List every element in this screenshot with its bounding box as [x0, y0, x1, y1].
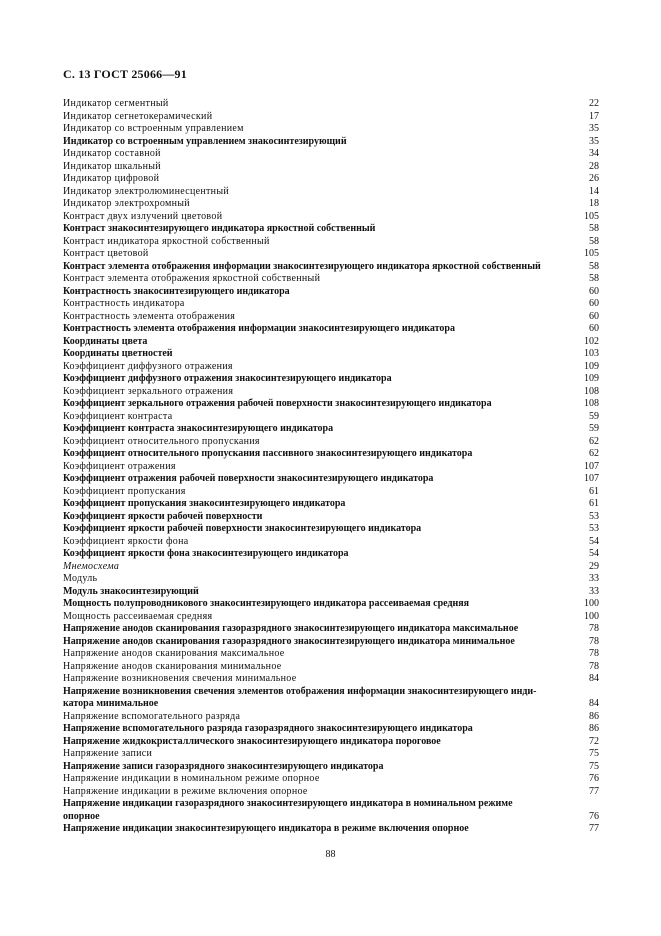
index-entry: [63, 248, 599, 261]
index-entry: [63, 161, 599, 174]
index-page-ref: 62: [589, 435, 599, 447]
index-term-line: Индикатор сегнетокерамический: [63, 110, 213, 122]
index-term-line: Коэффициент яркости рабочей поверхности: [63, 510, 263, 522]
index-entry: [63, 211, 599, 224]
index-term: [63, 273, 575, 286]
index-entry: [63, 473, 599, 486]
index-page-ref: 102: [584, 335, 599, 347]
index-entry: [63, 236, 599, 249]
index-page-ref: 107: [584, 460, 599, 472]
index-term: [63, 761, 575, 774]
index-term: [63, 236, 575, 249]
index-term: [63, 673, 575, 686]
index-entry: [63, 386, 599, 399]
index-entry: [63, 373, 599, 386]
index-term-line: Координаты цвета: [63, 335, 148, 347]
index-page-ref: 54: [589, 548, 599, 559]
index-term-line: Коэффициент яркости рабочей поверхности знакосинтезирующего индикатора: [63, 523, 422, 534]
index-entry: [63, 111, 599, 124]
index-term-line: Коэффициент контраста знакосинтезирующего индикатора: [63, 423, 334, 434]
index-term: [63, 786, 575, 799]
index-term-line: Коэффициент яркости фона знакосинтезирующего индикатора: [63, 548, 349, 559]
index-entry: [63, 561, 599, 574]
index-entry: [63, 798, 599, 823]
index-page-ref: 60: [589, 298, 599, 309]
index-entry: [63, 136, 599, 149]
index-entry: [63, 486, 599, 499]
index-page-ref: 26: [589, 173, 599, 184]
index-page-ref: 54: [589, 535, 599, 547]
index-entry: [63, 311, 599, 324]
index-term-line: Напряжение жидкокристаллического знакосинтезирующего индикатора пороговое: [63, 735, 441, 747]
index-term-line: Напряжение индикации знакосинтезирующего индикатора в режиме включения опорное: [63, 823, 469, 834]
index-term: [63, 461, 575, 474]
index-page-ref: 28: [589, 160, 599, 172]
index-page-ref: 62: [589, 448, 599, 459]
index-page-ref: 103: [584, 348, 599, 359]
index-page-ref: 100: [584, 598, 599, 609]
index-entry: [63, 461, 599, 474]
index-entry: [63, 511, 599, 524]
index-page-ref: 34: [589, 148, 599, 159]
index-term-line: Координаты цветностей: [63, 348, 173, 359]
index-entry: [63, 173, 599, 186]
index-term: [63, 411, 575, 424]
index-term-line: Напряжение записи: [63, 748, 153, 759]
index-term: [63, 511, 575, 524]
index-page-ref: 17: [589, 110, 599, 122]
index-entry: [63, 411, 599, 424]
index-term: [63, 348, 575, 361]
index-term-line: опорное: [63, 810, 100, 822]
index-page-ref: 72: [589, 735, 599, 747]
index-term: [63, 598, 575, 611]
index-entry: [63, 611, 599, 624]
index-page-ref: 75: [589, 748, 599, 759]
page-number: 88: [325, 849, 336, 860]
index-entry: [63, 586, 599, 599]
index-term: [63, 573, 575, 586]
index-page-ref: 58: [589, 223, 599, 234]
index-entry: [63, 673, 599, 686]
index-term: [63, 748, 575, 761]
index-term: [63, 473, 575, 486]
index-entry: [63, 711, 599, 724]
index-entry: [63, 823, 599, 836]
index-term: [63, 611, 575, 624]
index-page-ref: 77: [589, 785, 599, 797]
index-term: [63, 686, 575, 711]
index-entry: [63, 98, 599, 111]
index-term-line: Коэффициент яркости фона: [63, 535, 189, 547]
index-entry: [63, 536, 599, 549]
index-term: [63, 623, 575, 636]
index-page-ref: 53: [589, 510, 599, 522]
index-term: [63, 98, 575, 111]
index-term-line: Индикатор составной: [63, 148, 161, 159]
index-page-ref: 76: [589, 810, 599, 822]
index-page-ref: 107: [584, 473, 599, 484]
index-page-ref: 77: [589, 823, 599, 834]
index-page-ref: 78: [589, 660, 599, 672]
index-term: [63, 336, 575, 349]
index-term: [63, 223, 575, 236]
index-entry: [63, 761, 599, 774]
index-term-line: Коэффициент пропускания знакосинтезирующего индикатора: [63, 498, 346, 509]
index-term-line: Напряжение вспомогательного разряда: [63, 710, 241, 722]
index-term-line: Индикатор электрохромный: [63, 198, 190, 209]
index-entry: [63, 423, 599, 436]
index-term: [63, 648, 575, 661]
index-term-line: Модуль: [63, 573, 98, 584]
page-header: С. 13 ГОСТ 25066—91: [63, 67, 187, 81]
index-term: [63, 423, 575, 436]
index-entry: [63, 523, 599, 536]
index-entry: [63, 198, 599, 211]
index-entry: [63, 436, 599, 449]
index-page-ref: 60: [589, 285, 599, 297]
index-page-ref: 14: [589, 185, 599, 197]
index-term-line: Мощность рассеиваемая средняя: [63, 610, 213, 622]
index-term: [63, 173, 575, 186]
index-term-line: Напряжение анодов сканирования газоразрядного знакосинтезирующего индикатора максимальное: [63, 623, 519, 634]
index-term: [63, 148, 575, 161]
index-term-line: Контрастность индикатора: [63, 298, 185, 309]
index-page-ref: 100: [584, 610, 599, 622]
index-term: [63, 361, 575, 374]
index-page-ref: 86: [589, 710, 599, 722]
index-term-line: Напряжение анодов сканирования максимальное: [63, 648, 285, 659]
index-term: [63, 161, 575, 174]
index-term: [63, 186, 575, 199]
index-term-line: катора минимальное: [63, 698, 159, 709]
index-term: [63, 561, 575, 574]
index-term: [63, 586, 575, 599]
index-entry: [63, 736, 599, 749]
index-page-ref: 86: [589, 723, 599, 734]
index-entry: [63, 573, 599, 586]
index-term-line: Индикатор шкальный: [63, 160, 161, 172]
index-page-ref: 53: [589, 523, 599, 534]
index-entry: [63, 123, 599, 136]
index-term-line: Контраст двух излучений цветовой: [63, 210, 223, 222]
index-term: [63, 548, 575, 561]
index-term-line: Напряжение записи газоразрядного знакосинтезирующего индикатора: [63, 760, 384, 772]
index-entry: [63, 286, 599, 299]
index-page-ref: 108: [584, 385, 599, 397]
index-page-ref: 78: [589, 623, 599, 634]
index-entry: [63, 723, 599, 736]
index-term: [63, 136, 575, 149]
index-term: [63, 323, 575, 336]
index-term-line: Коэффициент зеркального отражения: [63, 385, 234, 397]
index-term: [63, 298, 575, 311]
index-page-ref: 84: [589, 698, 599, 709]
index-entry: [63, 773, 599, 786]
index-term-line: Напряжение вспомогательного разряда газоразрядного знакосинтезирующего индикатора: [63, 723, 473, 734]
index-term-line: Напряжение возникновения свечения минимальное: [63, 673, 297, 684]
index-term-line: Коэффициент относительного пропускания: [63, 435, 260, 447]
index-term-line: Мощность полупроводникового знакосинтезирующего индикатора рассеиваемая средняя: [63, 598, 470, 609]
index-term: [63, 736, 575, 749]
index-term-line: Напряжение индикации газоразрядного знакосинтезирующего индикатора в номинальном режиме: [63, 798, 513, 809]
index-term: [63, 723, 575, 736]
index-entry: [63, 348, 599, 361]
index-term-line: Контраст элемента отображения информации знакосинтезирующего индикатора яркостной собственный: [63, 260, 541, 272]
index-term-line: Контрастность элемента отображения информации знакосинтезирующего индикатора: [63, 323, 455, 334]
index-term: [63, 386, 575, 399]
index-entry: [63, 686, 599, 711]
index-entry: [63, 361, 599, 374]
index-term-line: Коэффициент отражения: [63, 460, 176, 472]
index-page-ref: 35: [589, 135, 599, 147]
index-entry: [63, 148, 599, 161]
index-term: [63, 773, 575, 786]
index-term: [63, 373, 575, 386]
index-page-ref: 61: [589, 485, 599, 497]
index-page-ref: 58: [589, 273, 599, 284]
index-term: [63, 261, 575, 274]
index-term: [63, 498, 575, 511]
index-term: [63, 311, 575, 324]
index-term-line: Контраст элемента отображения яркостной собственный: [63, 273, 321, 284]
index-page-ref: 78: [589, 648, 599, 659]
index-page-ref: 35: [589, 123, 599, 134]
index-page-ref: 58: [589, 260, 599, 272]
index-entry: [63, 261, 599, 274]
index-term-line: Коэффициент зеркального отражения рабочей поверхности знакосинтезирующего индикатора: [63, 398, 492, 409]
index-term: [63, 123, 575, 136]
index-page-ref: 105: [584, 248, 599, 259]
index-page-ref: 109: [584, 360, 599, 372]
index-term: [63, 398, 575, 411]
index-term-line: Контраст знакосинтезирующего индикатора яркостной собственный: [63, 223, 376, 234]
index-term-line: Коэффициент диффузного отражения знакосинтезирующего индикатора: [63, 373, 392, 384]
index-term-line: Напряжение индикации в номинальном режиме опорное: [63, 773, 320, 784]
index-entry: [63, 498, 599, 511]
index-page-ref: 109: [584, 373, 599, 384]
index-page-ref: 22: [589, 98, 599, 109]
index-entry: [63, 323, 599, 336]
index-page-ref: 59: [589, 423, 599, 434]
index-entry: [63, 298, 599, 311]
index-term-line: Коэффициент диффузного отражения: [63, 360, 233, 372]
index-page-ref: 78: [589, 635, 599, 647]
index-page-ref: 76: [589, 773, 599, 784]
index-term: [63, 536, 575, 549]
index-list: [63, 98, 599, 836]
index-page-ref: 60: [589, 310, 599, 322]
index-term: [63, 711, 575, 724]
index-page-ref: 75: [589, 760, 599, 772]
index-term-line: Контраст цветовой: [63, 248, 149, 259]
index-term-line: Модуль знакосинтезирующий: [63, 585, 199, 597]
index-term: [63, 636, 575, 649]
index-term-line: Контрастность элемента отображения: [63, 310, 236, 322]
index-page-ref: 60: [589, 323, 599, 334]
index-term-line: Напряжение анодов сканирования минимальное: [63, 660, 282, 672]
index-page-ref: 84: [589, 673, 599, 684]
index-term: [63, 436, 575, 449]
index-page-ref: 33: [589, 585, 599, 597]
index-term-line: Индикатор сегментный: [63, 98, 169, 109]
index-term-line: Индикатор электролюминесцентный: [63, 185, 229, 197]
index-entry: [63, 786, 599, 799]
index-entry: [63, 748, 599, 761]
index-term-line: Индикатор со встроенным управлением: [63, 123, 244, 134]
index-term-line: Коэффициент относительного пропускания пассивного знакосинтезирующего индикатора: [63, 448, 473, 459]
index-term: [63, 248, 575, 261]
index-entry: [63, 623, 599, 636]
index-entry: [63, 598, 599, 611]
index-term-line: Контраст индикатора яркостной собственный: [63, 235, 270, 247]
index-entry: [63, 223, 599, 236]
index-term: [63, 111, 575, 124]
index-page-ref: 18: [589, 198, 599, 209]
index-term-line: Коэффициент отражения рабочей поверхности знакосинтезирующего индикатора: [63, 473, 434, 484]
index-term-line: Напряжение возникновения свечения элементов отображения информации знакосинтезирующего инди-: [63, 685, 537, 697]
index-entry: [63, 186, 599, 199]
index-page-ref: 29: [589, 560, 599, 572]
index-page-ref: 59: [589, 410, 599, 422]
index-term: [63, 486, 575, 499]
index-page-ref: 108: [584, 398, 599, 409]
index-term: [63, 286, 575, 299]
index-term: [63, 211, 575, 224]
index-term-line: Контрастность знакосинтезирующего индикатора: [63, 285, 290, 297]
index-entry: [63, 273, 599, 286]
index-term-line: Коэффициент контраста: [63, 410, 173, 422]
index-term: [63, 798, 575, 823]
index-term-line: Напряжение анодов сканирования газоразрядного знакосинтезирующего индикатора минимальное: [63, 635, 515, 647]
index-page-ref: 58: [589, 235, 599, 247]
index-entry: [63, 661, 599, 674]
index-term: [63, 823, 575, 836]
index-term: [63, 448, 575, 461]
index-term-line: Индикатор со встроенным управлением знакосинтезирующий: [63, 135, 347, 147]
index-entry: [63, 636, 599, 649]
index-page-ref: 33: [589, 573, 599, 584]
index-entry: [63, 648, 599, 661]
index-page-ref: 105: [584, 210, 599, 222]
index-term-line: Мнемосхема: [63, 560, 120, 572]
index-term: [63, 523, 575, 536]
index-term-line: Коэффициент пропускания: [63, 485, 186, 497]
index-term-line: Индикатор цифровой: [63, 173, 160, 184]
index-term: [63, 198, 575, 211]
index-entry: [63, 336, 599, 349]
index-entry: [63, 548, 599, 561]
index-term: [63, 661, 575, 674]
index-entry: [63, 448, 599, 461]
index-term-line: Напряжение индикации в режиме включения опорное: [63, 785, 308, 797]
index-page-ref: 61: [589, 498, 599, 509]
index-entry: [63, 398, 599, 411]
